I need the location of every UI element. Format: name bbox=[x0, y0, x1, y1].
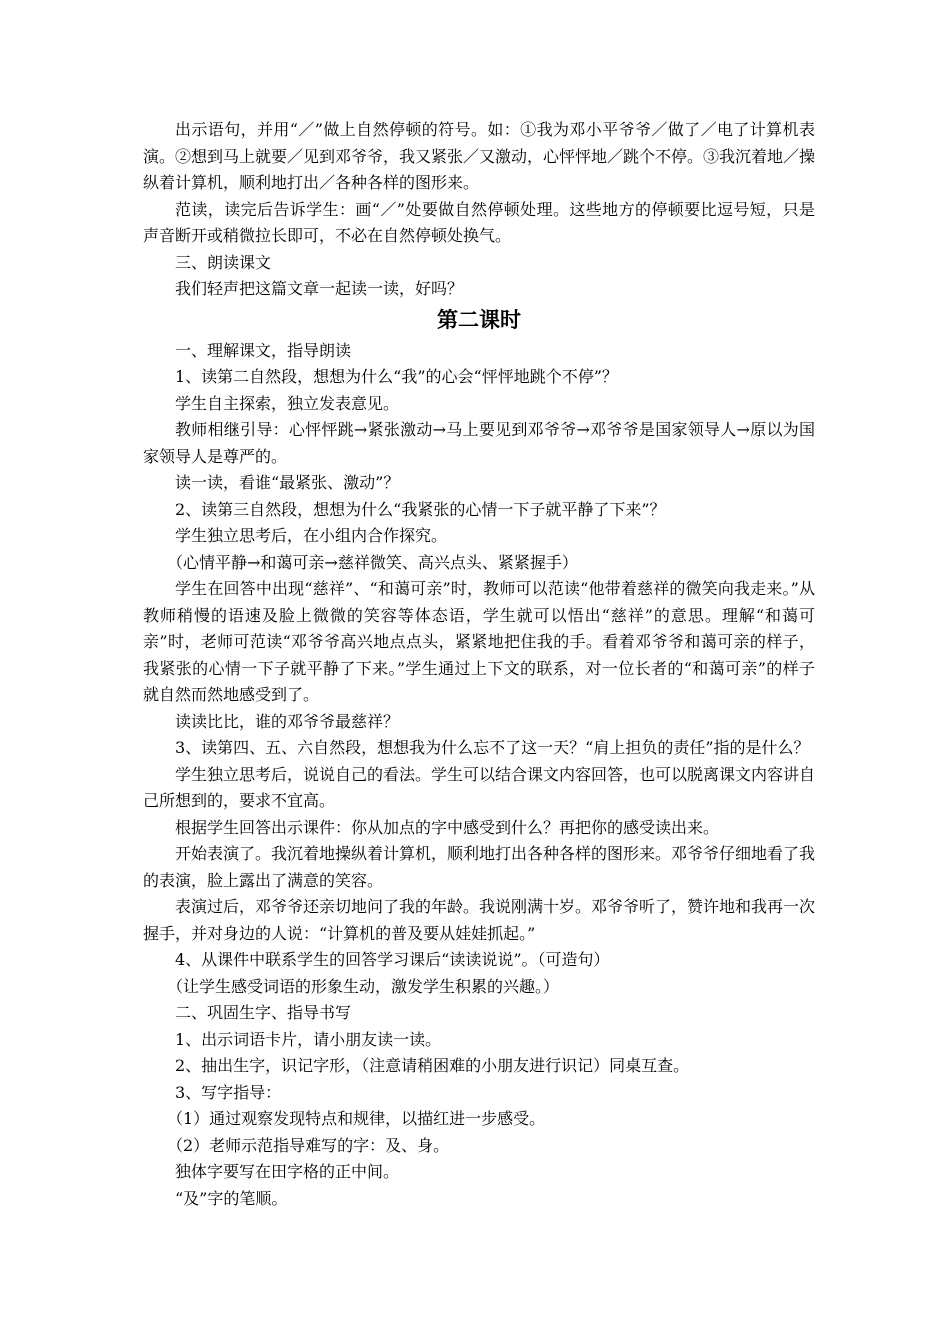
paragraph-observe: （1）通过观察发现特点和规律，以描红进一步感受。 bbox=[167, 1109, 546, 1128]
paragraph-question-2: 2、读第三自然段，想想为什么“我紧张的心情一下子就平静了下来”？ bbox=[175, 499, 666, 519]
paragraph-model-reading: 范读，读完后告诉学生：画“／”处要做自然停顿处理。这些地方的停顿要比逗号短，只是声音断开或稍微拉长即可，不必在自然停顿处换气。 bbox=[143, 199, 815, 245]
section-heading-characters: 二、巩固生字、指导书写 bbox=[175, 1003, 352, 1022]
section-title: 第二课时 bbox=[437, 307, 521, 332]
paragraph-question-4: 4、从课件中联系学生的回答学习课后“读读说说”。（可造句） bbox=[175, 950, 610, 969]
paragraph-word-cards: 1、出示词语卡片，请小朋友读一读。 bbox=[175, 1029, 442, 1049]
paragraph-teacher-guide: 教师相继引导：心怦怦跳→紧张激动→马上要见到邓爷爷→邓爷爷是国家领导人→原以为国家领导人是尊严的。 bbox=[143, 420, 815, 466]
paragraph-vocab-note: （让学生感受词语的形象生动，激发学生积累的兴趣。） bbox=[167, 976, 560, 996]
paragraph-stroke-order: “及”字的笔顺。 bbox=[175, 1188, 288, 1208]
paragraph-demo-characters: （2）老师示范指导难写的字：及、身。 bbox=[167, 1135, 450, 1155]
section-heading-read-text: 三、朗读课文 bbox=[175, 252, 272, 272]
paragraph-question-3: 3、读第四、五、六自然段，想想我为什么忘不了这一天？“肩上担负的责任”指的是什么？ bbox=[175, 738, 810, 757]
section-heading-understand: 一、理解课文，指导朗读 bbox=[175, 340, 352, 360]
paragraph-read-nervous: 读一读，看谁“最紧张、激动”？ bbox=[175, 473, 400, 492]
paragraph-character-recognition: 2、抽出生字，识记字形，（注意请稍困难的小朋友进行识记）同桌互查。 bbox=[175, 1056, 690, 1075]
paragraph-student-explore: 学生自主探索，独立发表意见。 bbox=[175, 393, 400, 413]
paragraph-grid-position: 独体字要写在田字格的正中间。 bbox=[175, 1162, 400, 1181]
paragraph-kind-explanation: 学生在回答中出现“慈祥”、“和蔼可亲”时，教师可以范读“他带着慈祥的微笑向我走来。”从教师稍慢的语速及脸上微微的笑容等体态语，学生就可以悟出“慈祥”的意思。理解“和蔼可亲”时，老师可范读“邓爷爷高兴地点点头，紧紧地把住我的手。看着邓爷爷和蔼可亲的样子，我紧张的心情一下子就平静了下来。”学生通过上下文的联系，对一位长者的“和蔼可亲”的样子就自然而然地感受到了。 bbox=[143, 579, 815, 704]
paragraph-after-performance: 表演过后，邓爷爷还亲切地问了我的年龄。我说刚满十岁。邓爷爷听了，赞许地和我再一次握手，并对身边的人说：“计算机的普及要从娃娃抓起。” bbox=[143, 897, 816, 943]
paragraph-read-together: 我们轻声把这篇文章一起读一读，好吗？ bbox=[175, 279, 464, 298]
paragraph-chain-note: （心情平静→和蔼可亲→慈祥微笑、高兴点头、紧紧握手） bbox=[167, 552, 578, 572]
paragraph-compare-reading: 读读比比，谁的邓爷爷最慈祥？ bbox=[175, 711, 400, 731]
paragraph-performance: 开始表演了。我沉着地操纵着计算机，顺利地打出各种各样的图形来。邓爷爷仔细地看了我的表演，脸上露出了满意的笑容。 bbox=[143, 844, 816, 890]
paragraph-pause-examples: 出示语句，并用“／”做上自然停顿的符号。如：①我为邓小平爷爷／做了／电了计算机表演。②想到马上就要／见到邓爷爷，我又紧张／又激动，心怦怦地／跳个不停。③我沉着地／操纵着计算机，顺利地打出／各种各样的图形来。 bbox=[143, 120, 816, 192]
paragraph-student-views: 学生独立思考后，说说自己的看法。学生可以结合课文内容回答，也可以脱离课文内容讲自己所想到的，要求不宜高。 bbox=[143, 764, 816, 810]
paragraph-writing-guide: 3、写字指导： bbox=[175, 1082, 282, 1102]
paragraph-question-1: 1、读第二自然段，想想为什么“我”的心会“怦怦地跳个不停”？ bbox=[175, 367, 618, 386]
document-page bbox=[143, 117, 815, 1212]
paragraph-courseware: 根据学生回答出示课件：你从加点的字中感受到什么？再把你的感受读出来。 bbox=[175, 817, 720, 837]
paragraph-group-explore: 学生独立思考后，在小组内合作探究。 bbox=[175, 526, 448, 545]
